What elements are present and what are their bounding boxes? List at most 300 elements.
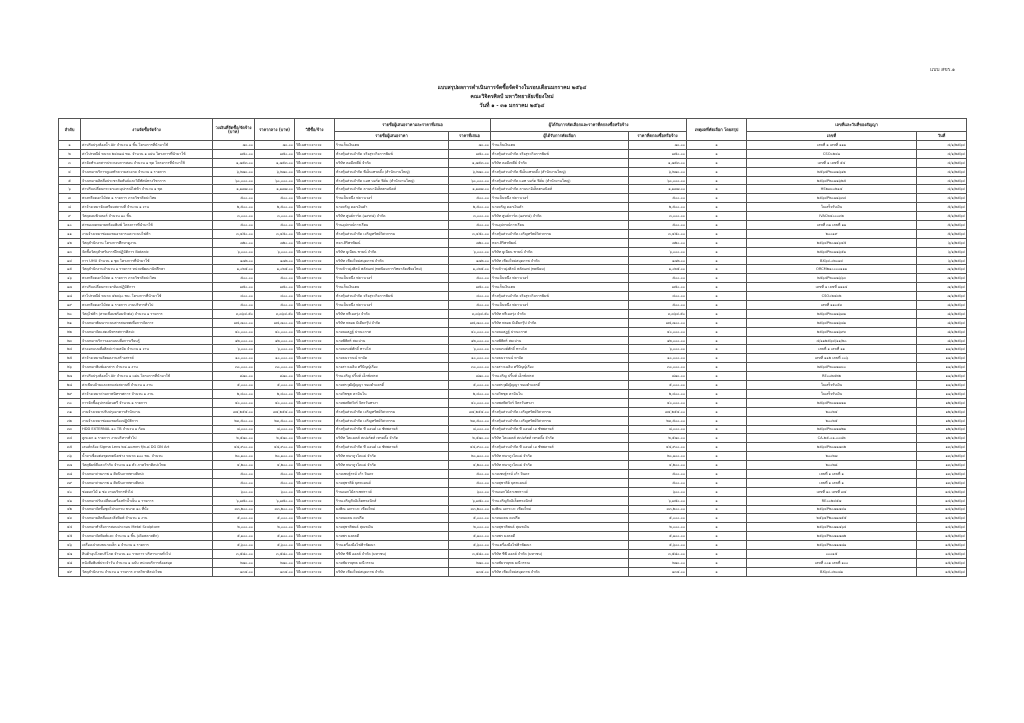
cell-bidder: บริษัท พลอย มิเดียกรุ๊ป จำกัด (335, 318, 449, 327)
cell-bid-price: ๕๐๐.๐๐ (449, 478, 491, 487)
table-row (59, 238, 967, 247)
cell-reason: ๑ (687, 327, 747, 336)
cell-bidder: ห้างหุ้นส่วนจำกัด เจริญทรัพย์วิศวกรรม (335, 416, 449, 425)
cell-winner: ร้านเจริญกิจอิเล็คทรอนิกส์ (491, 496, 629, 505)
cell-median: ๘๗๐.๐๐ (255, 372, 295, 381)
cell-bidder: ร้านอุปกรณ์การเรียน (335, 221, 449, 230)
cell-winner: บริษัท พลอย มิเดียกรุ๊ป จำกัด (491, 318, 629, 327)
cell-contract-date: ๔/๑/๒๕๖๔ (917, 167, 967, 176)
cell-winner: บริษัท เชียงใหม่สมุดภาพ จำกัด (491, 256, 629, 265)
cell-contract-no: ๒๕๖๔P๒๐๗๑๗๔๑ (747, 505, 917, 514)
cell-agreed-price: ๒๓,๕๐๐.๐๐ (629, 416, 687, 425)
cell-median: ๑,๗๕๓.๐๐ (255, 158, 295, 167)
cell-bid-price: ๑๐,๐๐๐.๐๐ (449, 354, 491, 363)
cell-contract-date: ๑๔/๑/๒๕๖๔ (917, 514, 967, 523)
cell-budget: ๕,๖๐๐.๐๐ (213, 541, 255, 550)
cell-contract-date: ๔/๑/๒๕๖๔ (917, 194, 967, 203)
cell-winner: บริษัท พนาภูวไดแม่ จำกัด (491, 461, 629, 470)
cell-no: ๓ (59, 158, 81, 167)
cell-method: วิธีเฉพาะเจาะจง (295, 532, 335, 541)
table-row (59, 265, 967, 274)
cell-reason: ๑ (687, 558, 747, 567)
cell-budget: ๔๔,๙๐๐.๐๐ (213, 443, 255, 452)
cell-bid-price: ๗๕๐.๐๐ (449, 149, 491, 158)
cell-contract-date: ๑๕/๑/๒๕๖๔ (917, 541, 967, 550)
cell-bid-price: ๖๐,๐๐๐.๐๐ (449, 176, 491, 185)
cell-contract-date: ๗/๑/๒๕๖๔ (917, 283, 967, 292)
cell-budget: ๖,๗๕๐.๐๐ (213, 496, 255, 505)
cell-budget: ๗๔,๒๕๔.๐๐ (213, 407, 255, 416)
cell-method: วิธีเฉพาะเจาะจง (295, 318, 335, 327)
cell-contract-date: ๕/๑/๒๕๖๔ (917, 229, 967, 238)
cell-budget: ๒,๕๐๐.๐๐ (213, 203, 255, 212)
cell-reason: ๑ (687, 309, 747, 318)
cell-winner: นายพลพิศวัจร์ จิตรวันทรงา (491, 398, 629, 407)
cell-no: ๑๑ (59, 229, 81, 238)
table-row (59, 514, 967, 523)
cell-no: ๔๙ (59, 567, 81, 576)
cell-bid-price: ๑๓๔.๐๐ (449, 567, 491, 576)
table-row (59, 389, 967, 398)
cell-method: วิธีเฉพาะเจาะจง (295, 301, 335, 310)
cell-budget: ๓,๓๖๔.๕๐ (213, 309, 255, 318)
cell-item: จ้างเหมาผลิตสื่อประชาสัมพันธ์และวิดีทัศน์ทางวิชาการ (81, 176, 213, 185)
cell-method: วิธีเฉพาะเจาะจง (295, 567, 335, 576)
cell-method: วิธีเฉพาะเจาะจง (295, 292, 335, 301)
cell-budget: ๘,๐๐๐.๐๐ (213, 425, 255, 434)
cell-no: ๒๐ (59, 309, 81, 318)
cell-contract-date: ๑๓/๑/๒๕๖๔ (917, 461, 967, 470)
cell-bid-price: ๕,๐๐๐.๐๐ (449, 514, 491, 523)
cell-bid-price: ๑,๑๗๗.๐๐ (449, 185, 491, 194)
cell-contract-no: IVAC๒๔๐๐๐๓๒ (747, 212, 917, 221)
cell-budget: ๔๐,๐๐๐.๐๐ (213, 398, 255, 407)
cell-bid-price: ๗๔,๗๐๐.๐๐ (449, 318, 491, 327)
cell-reason: ๑ (687, 389, 747, 398)
table-row (59, 283, 967, 292)
cell-item: ค่าจ้างเหมาจัดเตรียมสถานที่ จำนวน ๑ งาน (81, 203, 213, 212)
cell-agreed-price: ๓,๔๕๐.๐๐ (629, 229, 687, 238)
cell-no: ๑๔ (59, 256, 81, 265)
cell-contract-no: ๔/๑๑๒๕๖๔/๑๑/๒๐ (747, 336, 917, 345)
cell-agreed-price: ๑๐,๐๐๐.๐๐ (629, 354, 687, 363)
cell-budget: ๒๗๐.๐๐ (213, 558, 255, 567)
cell-agreed-price: ๕,๐๐๐.๐๐ (629, 381, 687, 390)
cell-bid-price: ๕๐๐.๐๐ (449, 221, 491, 230)
cell-budget: ๕๐๐.๐๐ (213, 469, 255, 478)
table-row (59, 229, 967, 238)
cell-budget: ๓๐,๐๐๐.๐๐ (213, 363, 255, 372)
cell-contract-date: ๑๓/๑/๒๕๖๔ (917, 469, 967, 478)
procurement-table (58, 118, 967, 577)
cell-bidder: บริษัท ซีพี ออลล์ จำกัด (มหาชน) (335, 549, 449, 558)
cell-median: ๔๔,๙๐๐.๐๐ (255, 443, 295, 452)
cell-contract-date: ๕/๑/๒๕๖๔ (917, 221, 967, 230)
cell-item: วัสดุพิมพ์สีและกำกับ จำนวน ๑๑ ตัว ภาควิชาศิลปะไทย (81, 461, 213, 470)
cell-bidder: นายชัยวรยุทธ มณีวรรณ (335, 558, 449, 567)
cell-bidder: บริษัท เชียงใหม่สมุดภาพ จำกัด (335, 567, 449, 576)
cell-no: ๗ (59, 194, 81, 203)
cell-contract-date: ๑๕/๑/๒๕๖๔ (917, 549, 967, 558)
cell-bid-price: ๒,๔๐๐.๐๐ (449, 389, 491, 398)
table-row (59, 256, 967, 265)
cell-method: วิธีเฉพาะเจาะจง (295, 434, 335, 443)
cell-method: วิธีเฉพาะเจาะจง (295, 541, 335, 550)
cell-winner: นายณรงค์ศักดิ์ ทาบโส (491, 345, 629, 354)
cell-reason: ๑ (687, 158, 747, 167)
cell-budget: ๖,๐๐๐.๐๐ (213, 247, 255, 256)
cell-reason: ๑ (687, 541, 747, 550)
cell-contract-date: ๕/๑/๒๕๖๔ (917, 203, 967, 212)
header-reason: เหตุผลที่คัดเลือก โดยสรุป (687, 119, 747, 141)
cell-contract-no: ๒๕๖๔P๒๐๗๑๗๕๕ (747, 514, 917, 523)
cell-winner: บริษัท ศูนย์การ์ด (๑๙๙๘) จำกัด (491, 212, 629, 221)
cell-method: วิธีเฉพาะเจาะจง (295, 505, 335, 514)
cell-bidder: นางสาวเฉลิม ศรีปัญญ์เรือง (335, 363, 449, 372)
cell-bid-price: ๕,๖๐๐.๐๐ (449, 541, 491, 550)
cell-method: วิธีเฉพาะเจาะจง (295, 354, 335, 363)
cell-reason: ๑ (687, 496, 747, 505)
cell-no: ๑ (59, 141, 81, 150)
cell-contract-date: ๑๑/๑/๒๕๖๔ (917, 354, 967, 363)
cell-contract-no: เลขที่ ๐๐๑ เลขที่ ๑๐๐ (747, 558, 917, 567)
cell-bid-price: ๘๗๐.๐๐ (449, 372, 491, 381)
cell-agreed-price: ๕๐๐.๐๐ (629, 301, 687, 310)
cell-budget: ๓,๔๕๐.๐๐ (213, 229, 255, 238)
cell-no: ๔๕ (59, 532, 81, 541)
cell-contract-no: ๒๕๖๔P๒๐๗๑๖๑๒ (747, 167, 917, 176)
cell-reason: ๑ (687, 194, 747, 203)
table-row (59, 452, 967, 461)
cell-method: วิธีเฉพาะเจาะจง (295, 381, 335, 390)
table-row (59, 274, 967, 283)
cell-contract-date: ๘/๑/๒๕๖๔ (917, 336, 967, 345)
cell-item: ค่าปรับปรุงห้องน้ำ Air จำนวน ๑ ชิ้น โครงการที่นำมาใช้ (81, 141, 213, 150)
cell-reason: ๑ (687, 247, 747, 256)
cell-item: ค่าปรับเปลี่ยนกระจกห้องปฏิบัติการ (81, 283, 213, 292)
cell-bidder: นายนแคน ดงปรีย (335, 514, 449, 523)
cell-reason: ๑ (687, 256, 747, 265)
table-row (59, 416, 967, 425)
cell-bidder: บริษัท พรีเมลรุ่ง จำกัด (335, 309, 449, 318)
cell-agreed-price: ๑,๐๒๕.๐๐ (629, 265, 687, 274)
cell-agreed-price: ๕๐๐.๐๐ (629, 469, 687, 478)
cell-reason: ๑ (687, 265, 747, 274)
cell-bid-price: ๗๔,๒๕๔.๐๐ (449, 407, 491, 416)
cell-contract-date: ๑๑/๑/๒๕๖๔ (917, 372, 967, 381)
cell-contract-date: ๘/๑/๒๕๖๔ (917, 327, 967, 336)
cell-contract-date: ๑๒/๑/๒๕๖๔ (917, 434, 967, 443)
cell-contract-no: ๒๕๖๔P๒๐๗๑๗๓๒ (747, 443, 917, 452)
cell-method: วิธีเฉพาะเจาะจง (295, 452, 335, 461)
cell-contract-no: เลขที่ ๑ เลขที่ ๑ (747, 469, 917, 478)
cell-item: จ้างเหมาจัดแสดงนิทรรศการศิลปะ (81, 327, 213, 336)
cell-method: วิธีเฉพาะเจาะจง (295, 496, 335, 505)
table-row (59, 567, 967, 576)
header-no: ลำดับ (59, 119, 81, 141)
cell-no: ๑๒ (59, 238, 81, 247)
cell-winner: นายพร มงคลดี (491, 532, 629, 541)
cell-item: จ้างเหมาจัดพิมพ์และ จำนวน ๑ ชิ้น (เดิมพลาสติก) (81, 532, 213, 541)
cell-item: ค่าไปรษณีย์ ขนาด ๔๒x๖๐ ซม. โครงการที่นำมาใช้ (81, 292, 213, 301)
table-row (59, 149, 967, 158)
cell-no: ๔๘ (59, 558, 81, 567)
cell-bidder: หจก.สิริพรพัฒน์ (335, 238, 449, 247)
cell-median: ๔๐,๐๐๐.๐๐ (255, 398, 295, 407)
cell-method: วิธีเฉพาะเจาะจง (295, 514, 335, 523)
cell-winner: ร้านเก็บเงินเตย (491, 283, 629, 292)
cell-winner: นายเชษฐ์รรม์ เก้า จินดร (491, 469, 629, 478)
cell-item: จ้างเหมาพัฒนาระบบสารสนเทศเพื่อการจัดการ (81, 318, 213, 327)
cell-budget: ๓,๕๘๐.๐๐ (213, 549, 255, 558)
cell-bid-price: ๓,๓๖๔.๕๐ (449, 309, 491, 318)
cell-contract-no: ๒๐๐๒๕ (747, 416, 917, 425)
cell-no: ๒๘ (59, 381, 81, 390)
cell-item: จ้างเหมาจัดซื้อชุดโปรแกรม ขนาด ๑๐ ที่นั่ง (81, 505, 213, 514)
header-median: ราคากลาง (บาท) (255, 119, 295, 141)
cell-reason: ๑ (687, 487, 747, 496)
cell-reason: ๑ (687, 229, 747, 238)
cell-winner: นายสรวุฒิญัญญา ทองคำแครดิ์ (491, 381, 629, 390)
table-body (59, 141, 967, 577)
cell-median: ๒,๕๗๐.๐๐ (255, 434, 295, 443)
cell-winner: นายสุชาติพนธ์ สุณชเงิน (491, 523, 629, 532)
cell-median: ๑,๐๒๕.๐๐ (255, 265, 295, 274)
cell-agreed-price: ๒,๕๐๐.๐๐ (629, 203, 687, 212)
cell-contract-no: BX๖๔-๐๒๐๘๑ (747, 567, 917, 576)
header-agreed-price: ราคาที่ตกลงซื้อหรือจ้าง (629, 132, 687, 141)
cell-bid-price: ๒,๐๐๐.๐๐ (449, 523, 491, 532)
cell-bidder: นายเชษฐ์รรม์ เก้า จินดร (335, 469, 449, 478)
cell-median: ๑๗๒.๐๐ (255, 256, 295, 265)
cell-agreed-price: ๓,๐๐๐.๐๐ (629, 212, 687, 221)
table-row (59, 487, 967, 496)
cell-contract-date: ๕/๑/๒๕๖๔ (917, 212, 967, 221)
cell-agreed-price: ๒,๕๗๐.๐๐ (629, 434, 687, 443)
cell-median: ๗๔,๗๐๐.๐๐ (255, 318, 295, 327)
table-row (59, 309, 967, 318)
cell-item: สินค้าอุปโภคบริโภค จำนวน ๑๐ รายการ บริหารงานทั่วไป (81, 549, 213, 558)
table-row (59, 158, 967, 167)
cell-agreed-price: ๓,๕๘๐.๐๐ (629, 549, 687, 558)
cell-winner: ห้างหุ้นส่วนจำกัด ที แอนด์ เอ ซัพพลายส์ (491, 425, 629, 434)
cell-winner: ห้างหุ้นส่วนจำกัด จริงสุระกิจการพิมพ์ (491, 149, 629, 158)
header-contract-group: เลขที่และวันที่ของสัญญา (747, 119, 967, 132)
cell-budget: ๕,๑๐๐.๐๐ (213, 532, 255, 541)
cell-bid-price: ๔๐๐.๐๐ (449, 292, 491, 301)
cell-method: วิธีเฉพาะเจาะจง (295, 221, 335, 230)
cell-reason: ๑ (687, 283, 747, 292)
cell-bidder: ห้างหุ้นส่วนจำกัด เจริญทรัพย์วิศวกรรม (335, 407, 449, 416)
cell-no: ๒๕ (59, 354, 81, 363)
cell-budget: ๑,๐๒๕.๐๐ (213, 265, 255, 274)
cell-winner: บริษัท ยูเนียน ซายน์ จำกัด (491, 247, 629, 256)
cell-item: หนังสือพิมพ์ประจำวัน จำนวน ๑ ฉบับ หน่วยบริการห้องสมุด (81, 558, 213, 567)
table-row (59, 141, 967, 150)
cell-contract-no: BX๖๔-๐๒๐๑๔ (747, 256, 917, 265)
cell-method: วิธีเฉพาะเจาะจง (295, 247, 335, 256)
cell-bid-price: ๓๓,๒๐๐.๐๐ (449, 505, 491, 514)
table-row (59, 336, 967, 345)
cell-method: วิธีเฉพาะเจาะจง (295, 416, 335, 425)
cell-no: ๑๐ (59, 221, 81, 230)
cell-winner: นายชัยวรยุทธ มณีวรรณ (491, 558, 629, 567)
cell-contract-no: ๒๕๖๔P๒๐๗๑๖๙๓ (747, 327, 917, 336)
cell-bidder: ร้านเป็นหนึ่ง ฟลาวเวอร์ (335, 194, 449, 203)
cell-median: ๑๒,๐๐๐.๐๐ (255, 336, 295, 345)
cell-item: HDD EXTERNAL ๑๐ TB จำนวน ๑ ก้อน (81, 425, 213, 434)
cell-method: วิธีเฉพาะเจาะจง (295, 461, 335, 470)
cell-bidder: ห้างหุ้นส่วนจำกัด จริงสุระกิจการพิมพ์ (335, 292, 449, 301)
table-row (59, 461, 967, 470)
cell-item: ค่าเขียนป้ายและตกแต่งสถานที่ จำนวน ๑ งาน (81, 381, 213, 390)
cell-median: ๕๐๐.๐๐ (255, 194, 295, 203)
cell-budget: ๕,๐๐๐.๐๐ (213, 514, 255, 523)
cell-bidder: ห้างหุ้นส่วนจำกัด จริงสุระกิจการพิมพ์ (335, 149, 449, 158)
cell-winner: นายวิชชุต คามินโน (491, 389, 629, 398)
cell-contract-no: ๒๕๖๔P๒๐๗๑๖๒๕ (747, 176, 917, 185)
cell-no: ๓๓ (59, 425, 81, 434)
cell-no: ๙ (59, 212, 81, 221)
cell-bid-price: ๕๐๐.๐๐ (449, 274, 491, 283)
cell-winner: ห้างหุ้นส่วนจำกัด แอท บอร์ด ฟิล์ม (สำนักงานใหญ่) (491, 176, 629, 185)
form-code: แบบ สขร.๑ (930, 67, 956, 73)
cell-budget: ๑,๗๕๓.๐๐ (213, 158, 255, 167)
cell-agreed-price: ๔,๒๐๐.๐๐ (629, 461, 687, 470)
cell-no: ๓๘ (59, 469, 81, 478)
cell-bidder: ร้านเก็บเงินเตย (335, 141, 449, 150)
cell-method: วิธีเฉพาะเจาะจง (295, 549, 335, 558)
cell-no: ๒ (59, 149, 81, 158)
cell-budget: ๑๓๔.๐๐ (213, 567, 255, 576)
cell-agreed-price: ๓,๓๖๔.๕๐ (629, 309, 687, 318)
cell-contract-no: HS๒๗๐๐๒๑๔ (747, 185, 917, 194)
cell-budget: ๒,๔๐๐.๐๐ (213, 389, 255, 398)
cell-winner: ร้านเก็บเงินเตย (491, 141, 629, 150)
cell-item: พวงหรีดดอกไม้สด ๑ รายการ ภาควิชาศิลปะไทย (81, 274, 213, 283)
cell-bid-price: ๔๐,๐๐๐.๐๐ (449, 327, 491, 336)
cell-contract-no: ORCM๒๑๐๐๐๐๑๑๑ (747, 265, 917, 274)
cell-contract-no: เลขที่ ๑ เลขที่ ๑๑ (747, 345, 917, 354)
cell-item: การจัดซื้ออุปกรณ์ดนตรี จำนวน ๑ รายการ (81, 398, 213, 407)
cell-bid-price: ๔๔,๙๐๐.๐๐ (449, 443, 491, 452)
cell-budget: ๓,๐๐๐.๐๐ (213, 212, 255, 221)
cell-method: วิธีเฉพาะเจาะจง (295, 141, 335, 150)
cell-no: ๑๘ (59, 292, 81, 301)
cell-item: ค่าจ้างเหมาถ่ายภาพนิทรรศการ จำนวน ๑ งาน (81, 389, 213, 398)
cell-contract-date: ๑๔/๑/๒๕๖๔ (917, 505, 967, 514)
cell-contract-no: ๒๕๖๔P๒๐๗๑๗๘๑ (747, 541, 917, 550)
cell-method: วิธีเฉพาะเจาะจง (295, 443, 335, 452)
cell-median: ๓,๕๘๐.๐๐ (255, 549, 295, 558)
cell-contract-date: ๑๔/๑/๒๕๖๔ (917, 523, 967, 532)
cell-budget: ๖๐,๐๐๐.๐๐ (213, 176, 255, 185)
cell-bid-price: ๑๒,๐๐๐.๐๐ (449, 336, 491, 345)
cell-reason: ๑ (687, 274, 747, 283)
cell-item: พวงหรีดดอกไม้สด ๑ รายการ ภาควิชาศิลปะไทย (81, 194, 213, 203)
cell-agreed-price: ๕๐๐.๐๐ (629, 274, 687, 283)
cell-bidder: ร้านเครื่องมือไฟฟ้าพัฒนา (335, 541, 449, 550)
header-method: วิธีซื้อ/จ้าง (295, 119, 335, 141)
cell-method: วิธีเฉพาะเจาะจง (295, 167, 335, 176)
cell-no: ๓๖ (59, 452, 81, 461)
cell-item: จ้างเหมาปรับเปลี่ยนเครื่องทำน้ำเย็น ๑ รายการ (81, 496, 213, 505)
cell-contract-date: ๑๑/๑/๒๕๖๔ (917, 381, 967, 390)
cell-bidder: ร้านเป็นหนึ่ง ฟลาวเวอร์ (335, 301, 449, 310)
cell-bidder: นายพร มงคลดี (335, 532, 449, 541)
cell-reason: ๑ (687, 167, 747, 176)
table-row (59, 363, 967, 372)
cell-bid-price: ๒๗๐.๐๐ (449, 558, 491, 567)
cell-contract-no: เลขที่ ๑๑๐๕๓ (747, 301, 917, 310)
cell-item: เครื่องเป่าลมขนาดเล็ก ๑ จำนวน ๑ รายการ (81, 541, 213, 550)
cell-method: วิธีเฉพาะเจาะจง (295, 265, 335, 274)
cell-no: ๕ (59, 176, 81, 185)
cell-bid-price: ๗๐.๐๐ (449, 141, 491, 150)
cell-median: ๗๐.๐๐ (255, 141, 295, 150)
table-row (59, 318, 967, 327)
cell-median: ๔๐๐.๐๐ (255, 292, 295, 301)
cell-budget: ๔๐,๐๐๐.๐๐ (213, 327, 255, 336)
cell-contract-date: ๔/๑/๒๕๖๔ (917, 185, 967, 194)
cell-reason: ๑ (687, 381, 747, 390)
cell-contract-date: ๗/๑/๒๕๖๔ (917, 274, 967, 283)
cell-item: เลนส์กล้อง Sigma Lens ๒๔-๗๐mm f/๒.๘ DG DN Art (81, 443, 213, 452)
cell-agreed-price: ๕,๑๐๐.๐๐ (629, 532, 687, 541)
cell-contract-no: เลขที่ ๑๐ เลขที่ ๗๔ (747, 487, 917, 496)
cell-budget: ๑๗๒.๐๐ (213, 256, 255, 265)
table-row (59, 425, 967, 434)
cell-contract-no: ๒๕๖๔P๒๐๗๑๖๗๑ (747, 309, 917, 318)
cell-agreed-price: ๕,๐๐๐.๐๐ (629, 514, 687, 523)
cell-bidder: ร้านเก็บเงินเตย (335, 283, 449, 292)
table-row (59, 247, 967, 256)
cell-agreed-price: ๕๐๐.๐๐ (629, 194, 687, 203)
cell-method: วิธีเฉพาะเจาะจง (295, 158, 335, 167)
table-row (59, 523, 967, 532)
cell-no: ๓๕ (59, 443, 81, 452)
cell-median: ๖,๒๗๐.๐๐ (255, 167, 295, 176)
cell-median: ๓,๐๐๐.๐๐ (255, 212, 295, 221)
cell-method: วิธีเฉพาะเจาะจง (295, 274, 335, 283)
cell-item: ค่าปรับปรุงห้องน้ำ Air จำนวน ๑ แผ่น โครงการที่นำมาใช้ (81, 372, 213, 381)
table-row (59, 407, 967, 416)
cell-bidder: บริษัท ศูนย์การ์ด (๑๙๙๘) จำกัด (335, 212, 449, 221)
cell-agreed-price: ๓๓,๒๐๐.๐๐ (629, 505, 687, 514)
cell-median: ๖๐,๐๐๐.๐๐ (255, 176, 295, 185)
cell-reason: ๑ (687, 398, 747, 407)
cell-median: ๒๓,๕๐๐.๐๐ (255, 416, 295, 425)
cell-no: ๔๗ (59, 549, 81, 558)
cell-winner: ยงพิณ เอกระงะ เชียงใหม่ (491, 505, 629, 514)
cell-winner: ห้างหุ้นส่วนจำกัด เจริญทรัพย์วิศวกรรม (491, 229, 629, 238)
cell-median: ๔๐,๐๐๐.๐๐ (255, 327, 295, 336)
cell-reason: ๑ (687, 434, 747, 443)
cell-contract-no: ๒๕๖๔P๒๐๗๑๗๐๐ (747, 363, 917, 372)
cell-contract-date: ๘/๑/๒๕๖๔ (917, 301, 967, 310)
cell-item: การ UHU จำนวน ๑ ชุด โครงการที่นำมาใช้ (81, 256, 213, 265)
cell-contract-date: ๑๓/๑/๒๕๖๔ (917, 443, 967, 452)
cell-item: จ้างเหมาถ่ายภาพ ๑ ศิลปินภาพทางศิลปะ (81, 478, 213, 487)
cell-winner: ห้างหุ้นส่วนจำกัด จริงสุระกิจการพิมพ์ (491, 292, 629, 301)
cell-median: ๕๐๐.๐๐ (255, 274, 295, 283)
cell-method: วิธีเฉพาะเจาะจง (295, 238, 335, 247)
cell-budget: ๗๔,๗๐๐.๐๐ (213, 318, 255, 327)
cell-method: วิธีเฉพาะเจาะจง (295, 407, 335, 416)
cell-winner: หจก.สิริพรพัฒน์ (491, 238, 629, 247)
table-row (59, 185, 967, 194)
cell-bid-price: ๒๐,๑๐๐.๐๐ (449, 452, 491, 461)
